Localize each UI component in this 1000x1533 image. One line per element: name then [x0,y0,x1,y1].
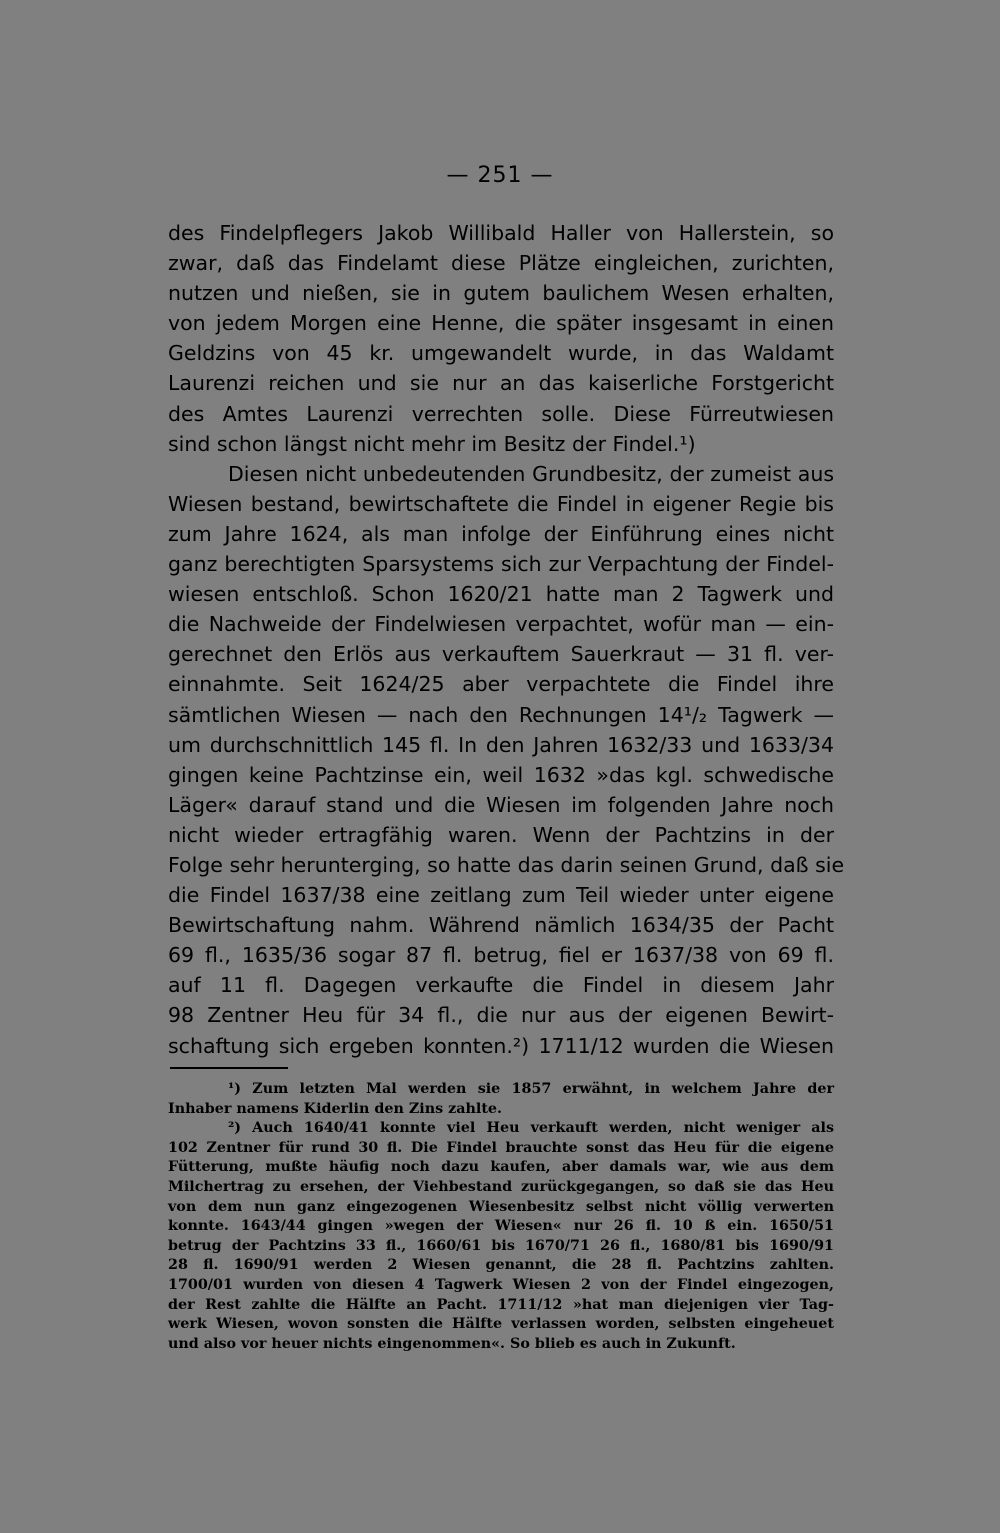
body-line: Bewirtschaftung nahm. Während nämlich 1634/35 der Pacht [168,913,834,938]
footnote-divider [170,1067,288,1069]
footnote-line: werk Wiesen, wovon sonsten die Hälfte verlassen worden, selbsten eingeheuet [168,1316,834,1333]
body-text [168,218,845,1061]
footnote-line: konnte. 1643/44 gingen »wegen der Wiesen« nur 26 fl. 10 ß ein. 1650/51 [168,1218,834,1235]
body-line: sämtlichen Wiesen — nach den Rechnungen 14¹/₂ Tagwerk — [168,702,834,727]
body-line: die Findel 1637/38 eine zeitlang zum Teil wieder unter eigene [168,883,834,908]
footnote-line: betrug der Pachtzins 33 fl., 1660/61 bis 1670/71 26 fl., 1680/81 bis 1690/91 [168,1237,834,1254]
body-line: wiesen entschloß. Schon 1620/21 hatte man 2 Tagwerk und [168,582,834,607]
body-line: gerechnet den Erlös aus verkauftem Sauerkraut — 31 fl. ver- [168,642,834,667]
body-line: von jedem Morgen eine Henne, die später insgesamt in einen [168,311,834,336]
body-line: ganz berechtigten Sparsystems sich zur Verpachtung der Findel- [168,552,834,577]
body-line: nicht wieder ertragfähig waren. Wenn der Pachtzins in der [168,822,834,847]
footnote-line: und also vor heuer nichts eingenommen«. So blieb es auch in Zukunft. [168,1335,736,1352]
body-line: die Nachweide der Findelwiesen verpachtet, wofür man — ein- [168,612,834,637]
body-line: auf 11 fl. Dagegen verkaufte die Findel in diesem Jahr [168,973,834,998]
body-line: 98 Zentner Heu für 34 fl., die nur aus der eigenen Bewirt- [168,1003,834,1028]
footnote-line: der Rest zahlte die Hälfte an Pacht. 1711/12 »hat man diejenigen vier Tag- [168,1296,834,1313]
body-line: Folge sehr herunterging, so hatte das darin seinen Grund, daß sie [168,852,845,877]
body-line: zwar, daß das Findelamt diese Plätze eingleichen, zurichten, [168,251,834,276]
body-line: schaftung sich ergeben konnten.²) 1711/12 wurden die Wiesen [168,1033,834,1058]
footnotes [168,1080,834,1354]
footnote-line: ²) Auch 1640/41 konnte viel Heu verkauft werden, nicht weniger als [228,1120,834,1137]
body-line: gingen keine Pachtzinse ein, weil 1632 »das kgl. schwedische [168,762,834,787]
body-line: Läger« darauf stand und die Wiesen im folgenden Jahre noch [168,792,834,817]
body-line: um durchschnittlich 145 fl. In den Jahren 1632/33 und 1633/34 [168,732,834,757]
footnote-line: 1700/01 wurden von diesen 4 Tagwerk Wiesen 2 von der Findel eingezogen, [168,1276,834,1293]
footnote-line: 102 Zentner für rund 30 fl. Die Findel brauchte sonst das Heu für die eigene [168,1139,834,1156]
body-line: nutzen und nießen, sie in gutem baulichem Wesen erhalten, [168,281,834,306]
page-number: — 251 — [446,163,554,188]
body-line: Laurenzi reichen und sie nur an das kaiserliche Forstgericht [168,371,834,396]
body-line: Diesen nicht unbedeutenden Grundbesitz, der zumeist aus [228,461,834,486]
body-line: Geldzins von 45 kr. umgewandelt wurde, in das Waldamt [168,341,834,366]
footnote-line: von dem nun ganz eingezogenen Wiesenbesitz selbst nicht völlig verwerten [168,1198,834,1215]
footnote-line: Milchertrag zu ersehen, der Viehbestand zurückgegangen, so daß sie das Heu [168,1178,834,1195]
body-line: sind schon längst nicht mehr im Besitz der Findel.¹) [168,431,696,456]
footnote-line: 28 fl. 1690/91 werden 2 Wiesen genannt, die 28 fl. Pachtzins zahlten. [168,1257,834,1274]
body-line: Wiesen bestand, bewirtschaftete die Findel in eigener Regie bis [168,491,834,516]
footnote-line: Fütterung, mußte häufig noch dazu kaufen, aber damals war, wie aus dem [168,1159,834,1176]
body-line: einnahmte. Seit 1624/25 aber verpachtete die Findel ihre [168,672,834,697]
body-line: des Findelpflegers Jakob Willibald Haller von Hallerstein, so [168,221,834,245]
footnote-line: ¹) Zum letzten Mal werden sie 1857 erwähnt, in welchem Jahre der [228,1081,834,1097]
body-line: 69 fl., 1635/36 sogar 87 fl. betrug, fiel er 1637/38 von 69 fl. [168,943,834,968]
body-line: zum Jahre 1624, als man infolge der Einführung eines nicht [168,521,834,546]
footnote-line: Inhaber namens Kiderlin den Zins zahlte. [168,1100,503,1117]
body-line: des Amtes Laurenzi verrechten solle. Diese Fürreutwiesen [168,401,834,426]
